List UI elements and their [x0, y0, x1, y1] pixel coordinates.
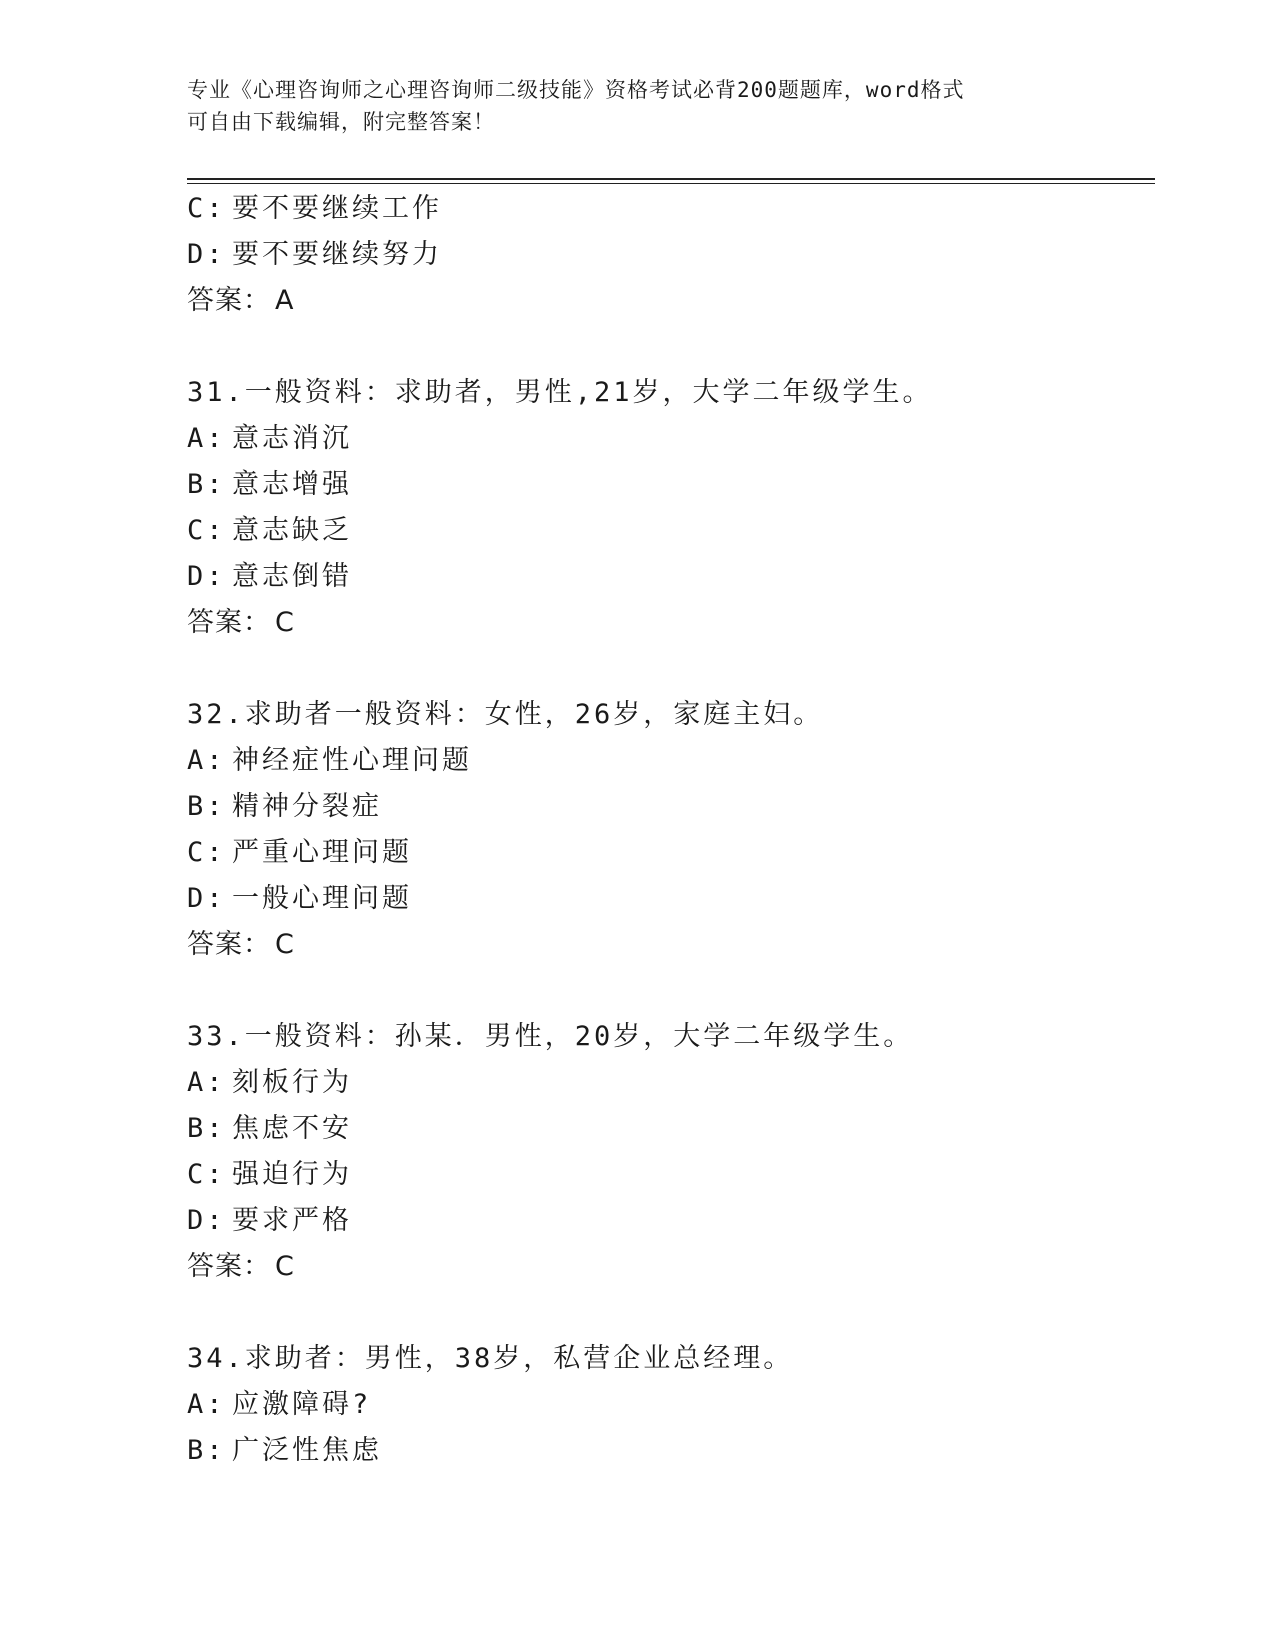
option-d	[187, 232, 1155, 278]
option-label: B:	[187, 1435, 226, 1466]
header-line-2: 可自由下载编辑，附完整答案！	[187, 110, 495, 134]
question-stem-text: 32.求助者一般资料：女性，26岁，家庭主妇。	[187, 699, 824, 730]
question-stem	[187, 370, 1155, 416]
header-divider-thin	[187, 183, 1155, 184]
question-stem-text: 33.一般资料：孙某．男性，20岁，大学二年级学生。	[187, 1021, 914, 1052]
option-d	[187, 876, 1155, 922]
option-text: 严重心理问题	[232, 837, 412, 868]
answer-value: C	[275, 929, 295, 960]
option-text: 刻板行为	[232, 1067, 352, 1098]
option-label: C:	[187, 837, 226, 868]
question-31	[187, 370, 1155, 646]
answer-label: 答案：	[187, 285, 271, 316]
spacer	[187, 324, 1155, 370]
option-b	[187, 462, 1155, 508]
option-label: D:	[187, 561, 226, 592]
option-a	[187, 1060, 1155, 1106]
question-stem	[187, 1014, 1155, 1060]
answer-value: C	[275, 1251, 295, 1282]
option-label: C:	[187, 1159, 226, 1190]
option-text: 精神分裂症	[232, 791, 382, 822]
question-stem-text: 31.一般资料：求助者，男性,21岁，大学二年级学生。	[187, 377, 933, 408]
option-text: 意志增强	[232, 469, 352, 500]
question-list	[187, 186, 1155, 1474]
spacer	[187, 646, 1155, 692]
header-divider-thick	[187, 178, 1155, 180]
option-label: A:	[187, 1389, 226, 1420]
option-a	[187, 416, 1155, 462]
answer-label: 答案：	[187, 929, 271, 960]
option-a	[187, 1382, 1155, 1428]
question-33	[187, 1014, 1155, 1290]
header-line-1: 专业《心理咨询师之心理咨询师二级技能》资格考试必背200题题库，word格式	[187, 78, 965, 102]
option-text: 要求严格	[232, 1205, 352, 1236]
option-d	[187, 554, 1155, 600]
option-b	[187, 784, 1155, 830]
option-label: B:	[187, 1113, 226, 1144]
option-text: 焦虑不安	[232, 1113, 352, 1144]
answer-label: 答案：	[187, 1251, 271, 1282]
spacer	[187, 1290, 1155, 1336]
option-text: 强迫行为	[232, 1159, 352, 1190]
option-label: A:	[187, 423, 226, 454]
answer-line	[187, 600, 1155, 646]
option-text: 一般心理问题	[232, 883, 412, 914]
question-stem	[187, 1336, 1155, 1382]
question-stem-text: 34.求助者：男性，38岁，私营企业总经理。	[187, 1343, 794, 1374]
option-text: 意志消沉	[232, 423, 352, 454]
option-label: B:	[187, 469, 226, 500]
answer-value: A	[275, 285, 295, 316]
option-label: A:	[187, 1067, 226, 1098]
option-label: B:	[187, 791, 226, 822]
option-c	[187, 186, 1155, 232]
option-b	[187, 1106, 1155, 1152]
option-text: 要不要继续努力	[232, 239, 442, 270]
option-text: 广泛性焦虑	[232, 1435, 382, 1466]
option-text: 应激障碍?	[232, 1389, 372, 1420]
answer-value: C	[275, 607, 295, 638]
answer-line	[187, 922, 1155, 968]
question-30	[187, 186, 1155, 324]
option-c	[187, 1152, 1155, 1198]
answer-line	[187, 1244, 1155, 1290]
option-label: D:	[187, 239, 226, 270]
option-c	[187, 508, 1155, 554]
option-label: D:	[187, 1205, 226, 1236]
option-text: 意志倒错	[232, 561, 352, 592]
option-label: C:	[187, 193, 226, 224]
question-32	[187, 692, 1155, 968]
option-text: 意志缺乏	[232, 515, 352, 546]
option-d	[187, 1198, 1155, 1244]
option-a	[187, 738, 1155, 784]
option-label: D:	[187, 883, 226, 914]
option-label: C:	[187, 515, 226, 546]
option-text: 神经症性心理问题	[232, 745, 472, 776]
answer-line	[187, 278, 1155, 324]
question-34	[187, 1336, 1155, 1474]
option-text: 要不要继续工作	[232, 193, 442, 224]
option-b	[187, 1428, 1155, 1474]
answer-label: 答案：	[187, 607, 271, 638]
question-stem	[187, 692, 1155, 738]
option-c	[187, 830, 1155, 876]
spacer	[187, 968, 1155, 1014]
option-label: A:	[187, 745, 226, 776]
document-header	[187, 74, 1087, 138]
